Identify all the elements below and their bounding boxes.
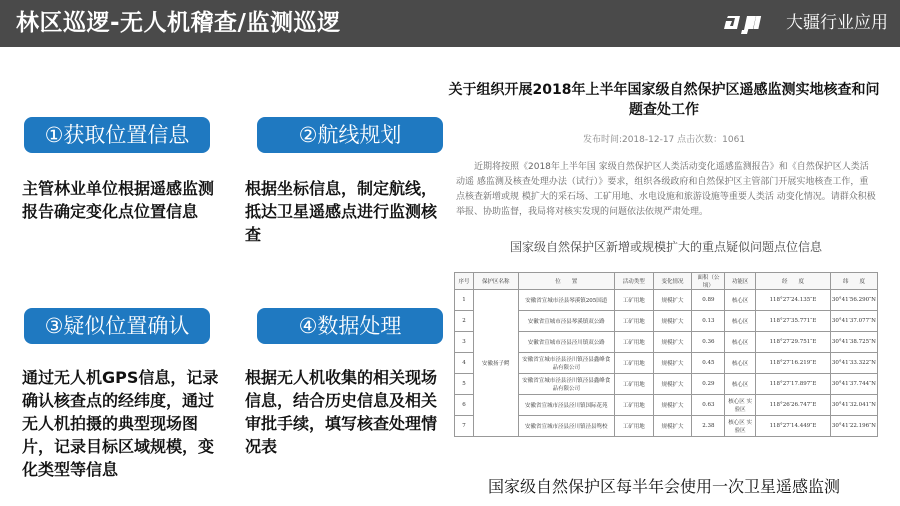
table-cell: 规模扩大 bbox=[653, 290, 692, 311]
column-header: 功能区 bbox=[725, 273, 756, 290]
table-cell: 安徽省宣城市泾县泾川镇泾县鸳校 bbox=[518, 416, 614, 437]
table-cell: 30°41′37.077″N bbox=[830, 311, 877, 332]
table-cell: 30°41′56.290″N bbox=[830, 290, 877, 311]
table-cell: 工矿用地 bbox=[614, 416, 653, 437]
table-header-row bbox=[455, 273, 878, 290]
column-header: 保护区名称 bbox=[473, 273, 518, 290]
table-cell: 核心区 bbox=[725, 353, 756, 374]
page-title: 林区巡逻-无人机稽查/监测巡逻 bbox=[16, 10, 341, 36]
step-3-label: ③疑似位置确认 bbox=[24, 308, 210, 344]
table-cell: 核心区 bbox=[725, 311, 756, 332]
document-body: 近期将按照《2018年上半年国 家级自然保护区人类活动变化遥感监测报告》和《自然保护区人类活 动遥 感监测及核查处理办法（试行）》要求，组织各级政府和自然保护区主管部门开展实地核查工作，重点核查新增或规 模扩大的采石场、工矿用地、水电设施和旅游设施等重要人类活 动变化情况。请群众积极举报、协助监督，我局将对核实发现的问题依法依规严肃处理。 bbox=[456, 162, 876, 217]
table-cell: 5 bbox=[455, 374, 474, 395]
step-4-description: 根据无人机收集的相关现场信息，结合历史信息及相关审批手续，填写核查处理情况表 bbox=[245, 368, 438, 456]
table-cell: 30°41′22.196″N bbox=[830, 416, 877, 437]
table-cell: 0.13 bbox=[692, 311, 725, 332]
table-cell: 核心区 bbox=[725, 290, 756, 311]
table-cell: 工矿用地 bbox=[614, 311, 653, 332]
column-header: 面积（公顷） bbox=[692, 273, 725, 290]
step-4-label: ④数据处理 bbox=[257, 308, 443, 344]
table-row bbox=[455, 374, 878, 395]
table-cell: 核心区 实验区 bbox=[725, 395, 756, 416]
step-2-label: ②航线规划 bbox=[257, 117, 443, 153]
table-cell: 规模扩大 bbox=[653, 311, 692, 332]
table-cell: 工矿用地 bbox=[614, 395, 653, 416]
table-cell: 118°26′26.747″E bbox=[756, 395, 831, 416]
table-cell: 30°41′32.041″N bbox=[830, 395, 877, 416]
table-cell: 安徽省宣城市泾县琴溪镇双公路 bbox=[518, 311, 614, 332]
step-1-description: 主管林业单位根据遥感监测报告确定变化点位置信息 bbox=[22, 179, 215, 221]
table-cell: 安徽省宣城市泾县泾川镇泾县鑫峰食品有限公司 bbox=[518, 353, 614, 374]
table-cell: 7 bbox=[455, 416, 474, 437]
table-row bbox=[455, 290, 878, 311]
table-cell: 0.29 bbox=[692, 374, 725, 395]
caption: 国家级自然保护区每半年会使用一次卫星遥感监测 bbox=[487, 477, 840, 496]
header-bar bbox=[0, 0, 900, 47]
table-cell: 安徽省宣城市泾县泾川镇双公路 bbox=[518, 332, 614, 353]
table-row bbox=[455, 353, 878, 374]
table-row bbox=[455, 332, 878, 353]
table-cell: 安徽省宣城市泾县琴溪镇205国道 bbox=[518, 290, 614, 311]
table-cell: 规模扩大 bbox=[653, 395, 692, 416]
table-cell: 30°41′33.322″N bbox=[830, 353, 877, 374]
document-title: 关于组织开展2018年上半年国家级自然保护区遥感监测实地核查和问题查处工作 bbox=[448, 82, 880, 118]
brand-text: 大疆行业应用 bbox=[786, 13, 888, 33]
step-3-description: 通过无人机GPS信息，记录确认核查点的经纬度，通过无人机拍摄的典型现场图片，记录目标区域规模，变化类型等信息 bbox=[22, 368, 219, 479]
document-meta: 发布时间:2018-12-17 点击次数：1061 bbox=[582, 135, 746, 145]
table-cell: 2.38 bbox=[692, 416, 725, 437]
table-row bbox=[455, 416, 878, 437]
dji-logo-icon bbox=[720, 12, 778, 34]
table-cell: 30°41′37.744″N bbox=[830, 374, 877, 395]
reserve-name-cell: 安徽扬子鳄 bbox=[473, 290, 518, 437]
column-header: 变化情况 bbox=[653, 273, 692, 290]
table-cell: 118°27′29.751″E bbox=[756, 332, 831, 353]
table-cell: 核心区 bbox=[725, 332, 756, 353]
column-header: 纬 度 bbox=[830, 273, 877, 290]
table-cell: 0.45 bbox=[692, 353, 725, 374]
table-cell: 2 bbox=[455, 311, 474, 332]
table-cell: 工矿用地 bbox=[614, 374, 653, 395]
table-title: 国家级自然保护区新增或规模扩大的重点疑似问题点位信息 bbox=[509, 240, 822, 254]
column-header: 序号 bbox=[455, 273, 474, 290]
table-row bbox=[455, 395, 878, 416]
table-cell: 工矿用地 bbox=[614, 353, 653, 374]
table-cell: 118°27′24.135″E bbox=[756, 290, 831, 311]
table-cell: 规模扩大 bbox=[653, 416, 692, 437]
step-1-label: ①获取位置信息 bbox=[24, 117, 210, 153]
table-cell: 4 bbox=[455, 353, 474, 374]
table-cell: 规模扩大 bbox=[653, 332, 692, 353]
table-cell: 3 bbox=[455, 332, 474, 353]
table-row bbox=[455, 311, 878, 332]
column-header: 活动类型 bbox=[614, 273, 653, 290]
points-table bbox=[454, 272, 878, 437]
table-cell: 6 bbox=[455, 395, 474, 416]
table-cell: 工矿用地 bbox=[614, 290, 653, 311]
table-cell: 118°27′16.219″E bbox=[756, 353, 831, 374]
table-cell: 1 bbox=[455, 290, 474, 311]
column-header: 位 置 bbox=[518, 273, 614, 290]
step-2-description: 根据坐标信息，制定航线，抵达卫星遥感点进行监测核查 bbox=[245, 179, 438, 244]
brand bbox=[720, 9, 888, 37]
column-header: 经 度 bbox=[756, 273, 831, 290]
table-cell: 规模扩大 bbox=[653, 353, 692, 374]
table-cell: 118°27′17.897″E bbox=[756, 374, 831, 395]
table-cell: 核心区 bbox=[725, 374, 756, 395]
table-cell: 工矿用地 bbox=[614, 332, 653, 353]
table-cell: 118°27′35.771″E bbox=[756, 311, 831, 332]
table-cell: 0.63 bbox=[692, 395, 725, 416]
table-cell: 安徽省宣城市泾县泾川镇国际花苑 bbox=[518, 395, 614, 416]
table-cell: 0.36 bbox=[692, 332, 725, 353]
table-cell: 118°27′14.449″E bbox=[756, 416, 831, 437]
table-cell: 核心区 实验区 bbox=[725, 416, 756, 437]
table-cell: 0.89 bbox=[692, 290, 725, 311]
table-cell: 规模扩大 bbox=[653, 374, 692, 395]
table-cell: 30°41′38.725″N bbox=[830, 332, 877, 353]
table-cell: 安徽省宣城市泾县泾川镇泾县鑫峰食品有限公司 bbox=[518, 374, 614, 395]
